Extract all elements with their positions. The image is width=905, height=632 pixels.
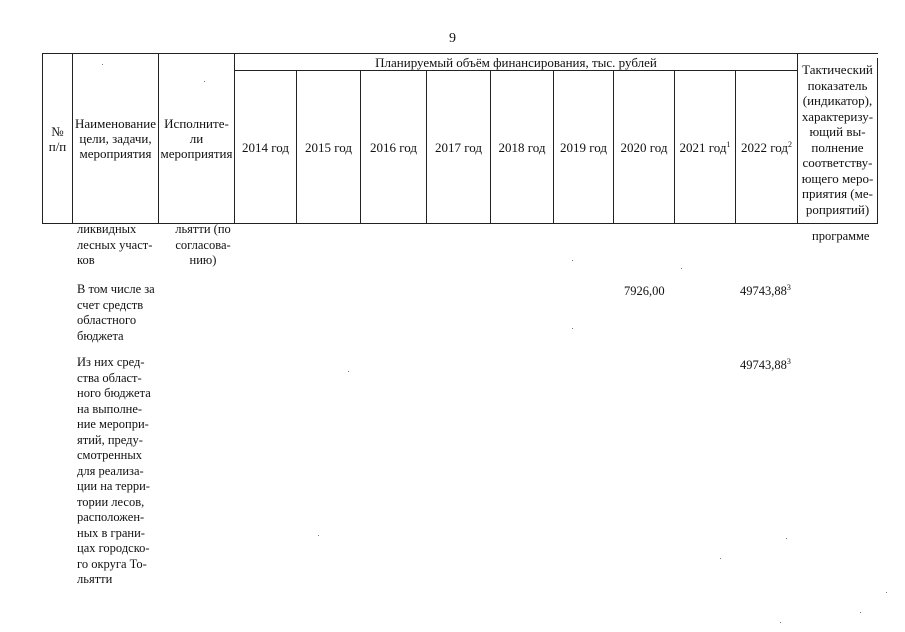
scan-speck: [572, 260, 573, 261]
header-year-2016: 2016 год: [370, 139, 417, 155]
header-year-2020: 2020 год: [620, 139, 668, 155]
row-regional-budget-2022: [740, 284, 791, 299]
footnote-marker: 1: [726, 139, 731, 149]
scan-speck: [860, 612, 861, 613]
continued-name-text: ликвидных лесных участ- ков: [77, 222, 153, 267]
header-col-name: Наименование цели, задачи, мероприятия: [75, 116, 156, 161]
row-regional-budget-name: В том числе за счет средств областного бюджета: [77, 282, 155, 343]
continued-executor-text: льятти (по согласова- нию): [175, 222, 231, 267]
continued-indicator-text: программе: [812, 229, 870, 243]
scan-speck: [204, 81, 205, 82]
scan-speck: [318, 535, 319, 536]
header-funding-title: Планируемый объём финансирования, тыс. рублей: [375, 54, 657, 70]
scan-speck: [886, 592, 887, 593]
header-col-indicator: Тактический показатель (индикатор), характеризу- ющий вы- полнение соответству- ющего меро- приятия (ме- роприятий): [801, 62, 874, 217]
year-2021-label: 2021 год: [679, 139, 727, 155]
header-col-number: № п/п: [48, 123, 67, 154]
header-year-2021: [675, 71, 735, 223]
header-year-2014: 2014 год: [242, 139, 289, 155]
row-regional-budget-2020: 7926,00: [624, 284, 665, 298]
header-year-2022: [736, 71, 797, 223]
table-right-border: [877, 58, 878, 224]
scan-speck: [572, 328, 573, 329]
header-year-2019: 2019 год: [560, 139, 607, 155]
row-tolyatti-forests-name: Из них сред- ства област- ного бюджета на выполне- ние меропри- ятий, преду- смотренных для реализа- ции на терри- тории лесов, расположен- ных в грани- цах городско- го округа То- льятти: [77, 355, 151, 586]
footnote-marker: 3: [786, 283, 791, 292]
header-col-executors: Исполните- ли мероприятия: [160, 116, 233, 161]
header-year-2015: 2015 год: [305, 139, 352, 155]
scan-speck: [681, 268, 682, 269]
year-2022-label: 2022 год: [741, 139, 788, 155]
scan-speck: [720, 558, 721, 559]
scan-speck: [786, 538, 787, 539]
value: 49743,88: [740, 358, 787, 372]
page-number: 9: [449, 31, 456, 46]
header-year-2017: 2017 год: [435, 139, 482, 155]
scan-speck: [102, 64, 103, 65]
header-year-2018: 2018 год: [498, 139, 546, 155]
scan-speck: [780, 622, 781, 623]
value: 49743,88: [740, 284, 787, 298]
scan-speck: [348, 371, 349, 372]
footnote-marker: 3: [786, 357, 791, 366]
row-tolyatti-forests-2022: [740, 358, 791, 373]
footnote-marker: 2: [788, 139, 792, 149]
